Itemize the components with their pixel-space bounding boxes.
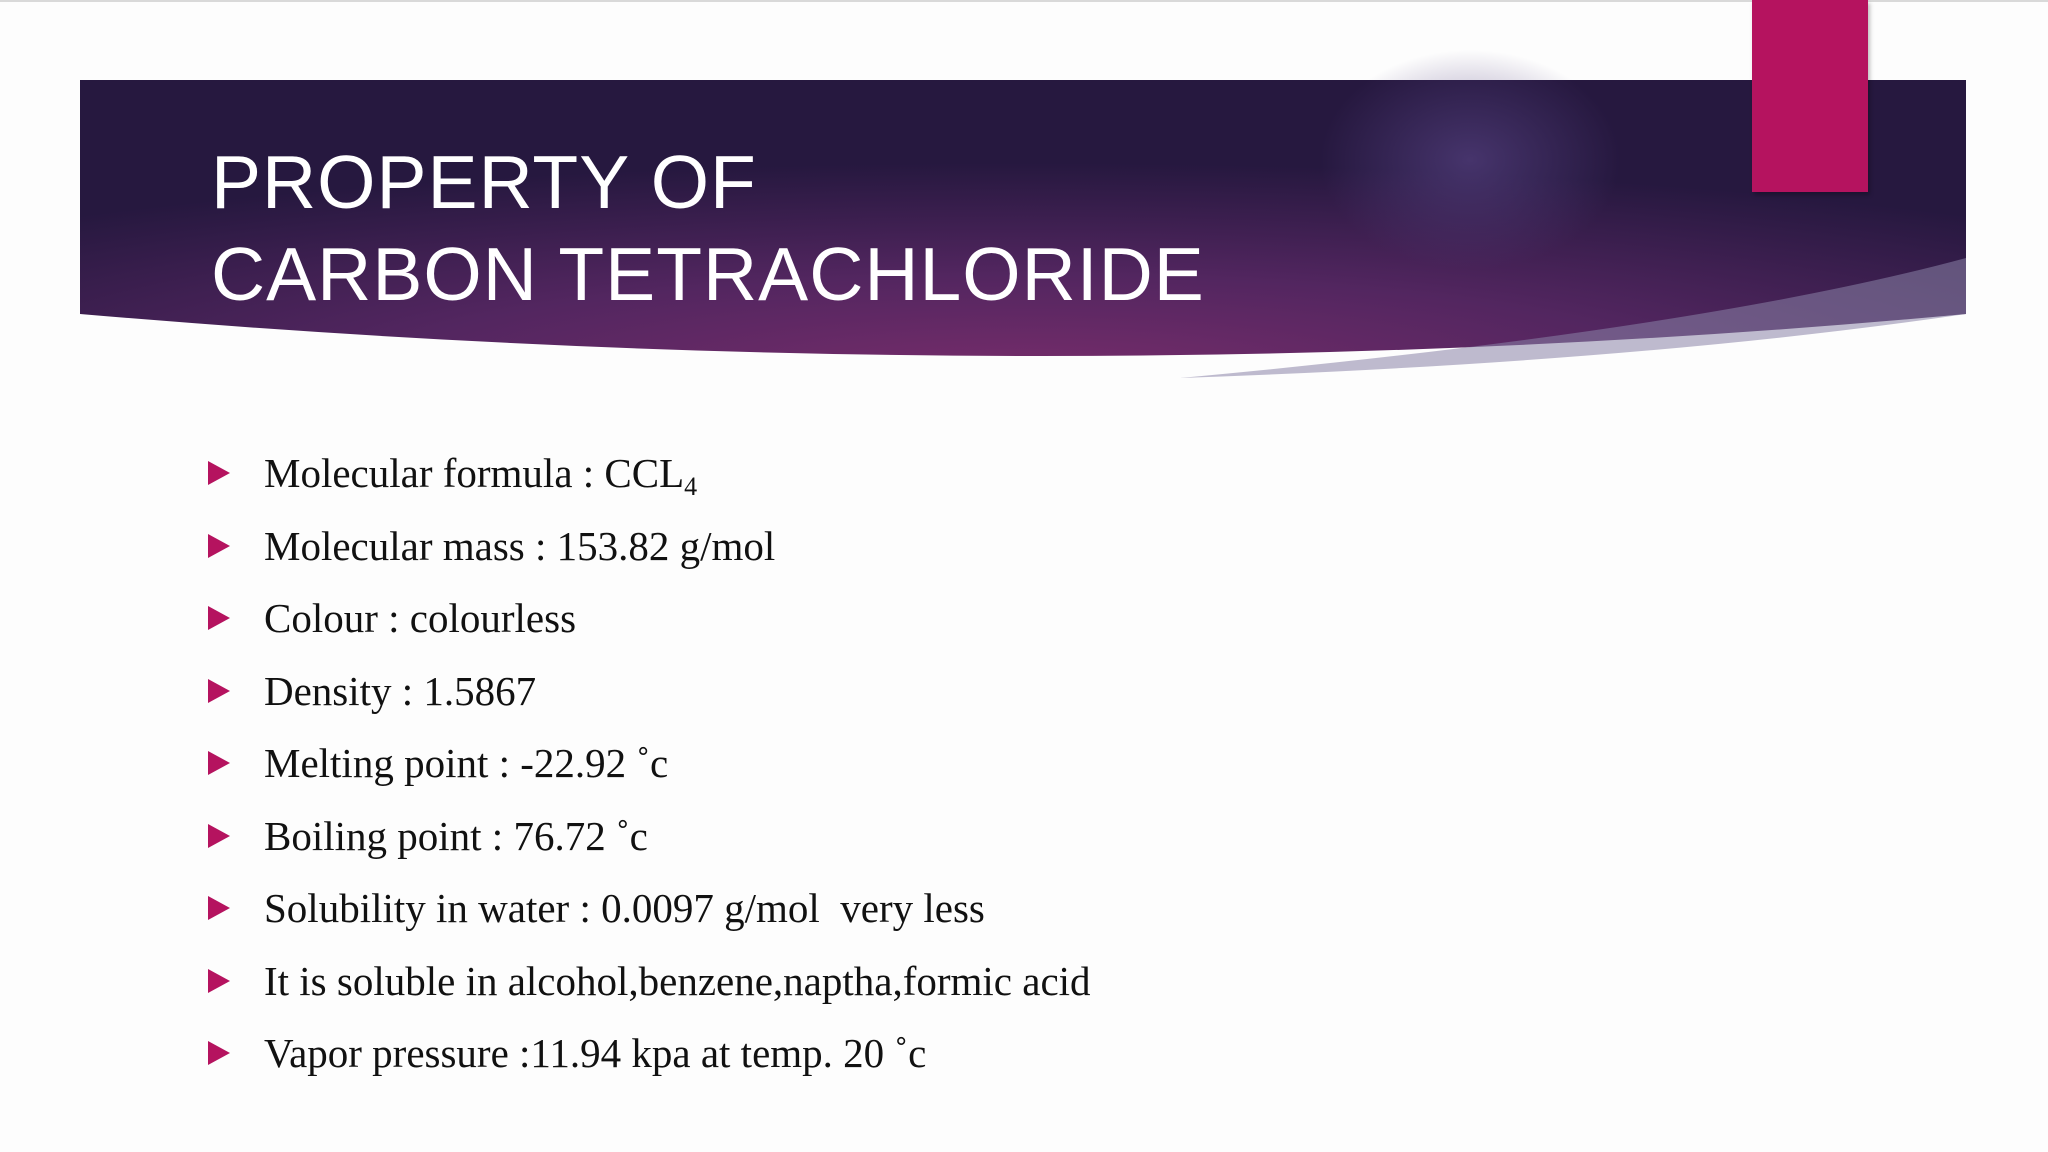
list-item-text	[264, 449, 698, 502]
accent-tab	[1752, 0, 1868, 192]
formula-subscript: 4	[684, 472, 698, 502]
triangle-right-icon	[208, 606, 230, 630]
list-item-text: Melting point : -22.92 ˚c	[264, 740, 669, 787]
triangle-right-icon	[208, 824, 230, 848]
triangle-right-icon	[208, 969, 230, 993]
list-item-colour	[208, 582, 1091, 655]
list-item-soluble-in	[208, 945, 1091, 1018]
triangle-right-icon	[208, 534, 230, 558]
list-item-solubility	[208, 872, 1091, 945]
list-item-text: Boiling point : 76.72 ˚c	[264, 812, 648, 859]
list-item-melting-point	[208, 727, 1091, 800]
triangle-right-icon	[208, 896, 230, 920]
list-item-molecular-formula	[208, 437, 1091, 510]
triangle-right-icon	[208, 1041, 230, 1065]
list-item-text: Vapor pressure :11.94 kpa at temp. 20 ˚c	[264, 1030, 927, 1077]
triangle-right-icon	[208, 751, 230, 775]
slide-title	[211, 136, 1205, 320]
list-item-vapor-pressure	[208, 1017, 1091, 1090]
slide-title-line-2: CARBON TETRACHLORIDE	[211, 232, 1205, 316]
list-item-molecular-mass	[208, 510, 1091, 583]
triangle-right-icon	[208, 461, 230, 485]
list-item-text: Molecular mass : 153.82 g/mol	[264, 522, 776, 569]
list-item-text: Density : 1.5867	[264, 667, 537, 714]
list-item-boiling-point	[208, 800, 1091, 873]
slide-title-line-1: PROPERTY OF	[211, 140, 757, 224]
list-item-text: Colour : colourless	[264, 595, 577, 642]
list-item-text: It is soluble in alcohol,benzene,naptha,formic acid	[264, 957, 1091, 1004]
list-item-text: Solubility in water : 0.0097 g/mol very less	[264, 885, 985, 932]
property-list	[208, 437, 1091, 1090]
list-item-density	[208, 655, 1091, 728]
triangle-right-icon	[208, 679, 230, 703]
list-item-text-main: Molecular formula : CCL	[264, 450, 685, 497]
